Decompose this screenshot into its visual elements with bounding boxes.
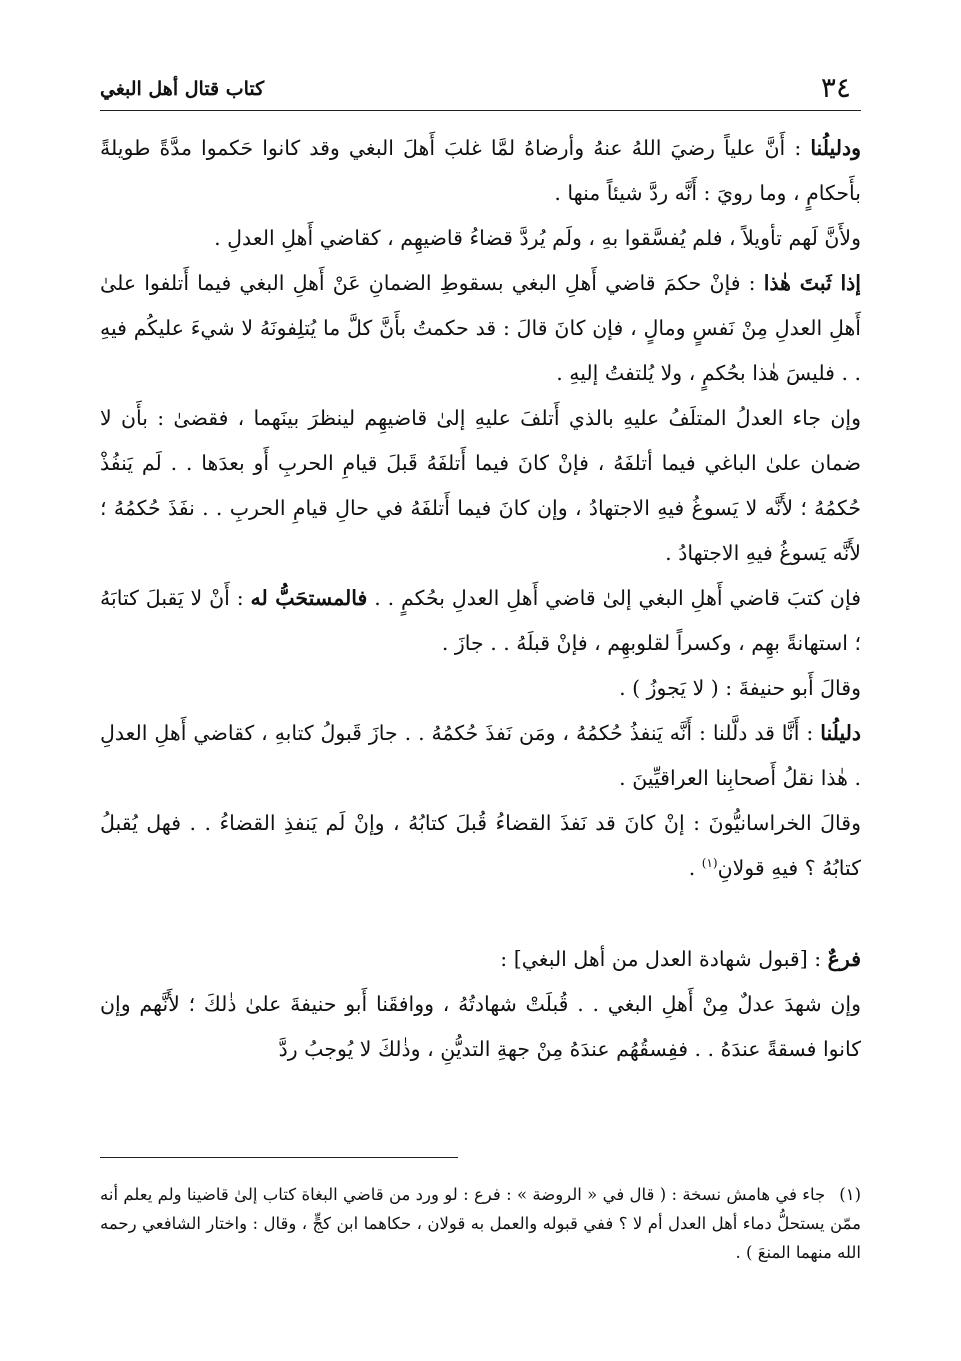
footnote-rule (100, 1157, 458, 1158)
paragraph-5-lead: فالمستحَبُّ له (250, 586, 368, 610)
paragraph-5-text-2: : أَنْ لا يَقبلَ كتابَهُ ؛ استهانةً بهِم ، وكسراً لقلوبهِم ، فإنْ قبلَهُ . . جازَ . (100, 586, 861, 655)
paragraph-3 (100, 261, 861, 396)
branch-paragraph-text: وإن شهدَ عدلٌ مِنْ أَهلِ البغي . . قُبلَتْ شهادتُهُ ، ووافقَنا أَبو حنيفةَ علىٰ ذٰلكَ ؛ لأَنَّهم وإن كانوا فسقةً عندَهُ . . ففِسقُهُم عندَهُ مِنْ جهةِ التديُّنِ ، وذٰلكَ لا يُوجبُ ردَّ (100, 992, 861, 1061)
paragraph-2-text: ولأَنَّ لَهم تأويلاً ، فلم يُفسَّقوا بهِ ، ولَم يُردَّ قضاءُ قاضيهِم ، كقاضي أَهلِ العدلِ . (214, 226, 861, 250)
footnote-number: (١) (839, 1185, 861, 1204)
paragraph-8-text-2: . (688, 856, 702, 880)
paragraph-3-text: : فإنْ حكمَ قاضي أَهلِ البغي بسقوطِ الضمانِ عَنْ أَهلِ البغي فيما أَتلفوا علىٰ أَهلِ العدلِ مِنْ نَفسٍ ومالٍ ، فإن كانَ قالَ : قد حكمتُ بأَنَّ كلَّ ما يُتلِفونَهُ لا شيءَ عليكُم فيهِ . . فليسَ هٰذا بحُكمٍ ، ولا يُلتفتُ إليهِ . (100, 271, 861, 385)
branch-title: : [قبول شهادة العدل من أهل البغي] : (500, 947, 828, 971)
paragraph-3-lead: إذا ثَبتَ هٰذا (763, 271, 861, 295)
paragraph-8 (100, 801, 861, 891)
paragraph-4-text: وإن جاء العدلُ المتلَفُ عليهِ بالذي أَتلفَ عليهِ إلىٰ قاضيهِم لينظرَ بينَهما ، فقضىٰ : بأَن لا ضمان علىٰ الباغي فيما أتلفَهُ ، فإنْ كانَ فيما أَتلفَهُ قَبلَ قيامِ الحربِ أَو بعدَها . . لَم يَنفُذْ حُكمُهُ ؛ لأَنَّه لا يَسوغُ فيهِ الاجتهادُ ، وإن كانَ فيما أَتلفَهُ في حالِ قيامِ الحربِ . . نفَذَ حُكمُهُ ؛ لأَنَّه يَسوغُ فيهِ الاجتهادُ . (100, 406, 861, 565)
paragraph-6 (100, 666, 861, 711)
paragraph-1-lead: ودليلُنا (810, 136, 861, 160)
paragraph-5-text: فإن كتبَ قاضي أَهلِ البغي إلىٰ قاضي أَهلِ العدلِ بحُكمٍ . . (367, 586, 861, 610)
header-rule (100, 110, 861, 111)
branch-label: فرعٌ (827, 947, 861, 971)
main-text (100, 126, 861, 1072)
footnote (100, 1180, 861, 1267)
branch-paragraph (100, 982, 861, 1072)
running-title: كتاب قتال أهل البغي (100, 78, 265, 100)
branch-heading (100, 937, 861, 982)
paragraph-7-text: : أَنَّا قد دلَّلنا : أَنَّه يَنفذُ حُكمُهُ ، ومَن نَفذَ حُكمُهُ . . جازَ قَبولُ كتابهِ ، كقاضي أَهلِ العدلِ . هٰذا نقلُ أَصحابِنا العراقيِّينَ . (100, 721, 861, 790)
paragraph-5 (100, 576, 861, 666)
footnote-text: جاء في هامش نسخة : ( قال في « الروضة » : فرع : لو ورد من قاضي البغاة كتاب إلىٰ قاضينا ولم يعلم أنه ممّن يستحلُّ دماء أهل العدل أم لا ؟ ففي قبوله والعمل به قولان ، حكاهما ابن كجٍّ ، وقال : واختار الشافعي رحمه الله منهما المنعَ ) . (100, 1185, 861, 1262)
paragraph-1-text: : أَنَّ علياً رضيَ اللهُ عنهُ وأرضاهُ لمَّا غلبَ أَهلَ البغي وقد كانوا حَكموا مدَّةً طويلةً بأَحكامٍ ، وما رويَ : أَنَّه ردَّ شيئاً منها . (100, 136, 861, 205)
paragraph-7 (100, 711, 861, 801)
paragraph-6-text: وقالَ أَبو حنيفةَ : ( لا يَجوزُ ) . (619, 676, 861, 700)
page-number: ٣٤ (820, 71, 851, 104)
paragraph-7-lead: دليلُنا (820, 721, 861, 745)
paragraph-2 (100, 216, 861, 261)
footnote-ref[interactable]: (١) (701, 856, 718, 871)
paragraph-1 (100, 126, 861, 216)
paragraph-8-text: وقالَ الخراسانيُّونَ : إنْ كانَ قد نَفذَ القضاءُ قُبلَ كتابُهُ ، وإنْ لَم يَنفذِ القضاءُ . . فهل يُقبلُ كتابُهُ ؟ فيهِ قولانِ (100, 811, 861, 880)
page-header (100, 72, 851, 108)
paragraph-4 (100, 396, 861, 576)
